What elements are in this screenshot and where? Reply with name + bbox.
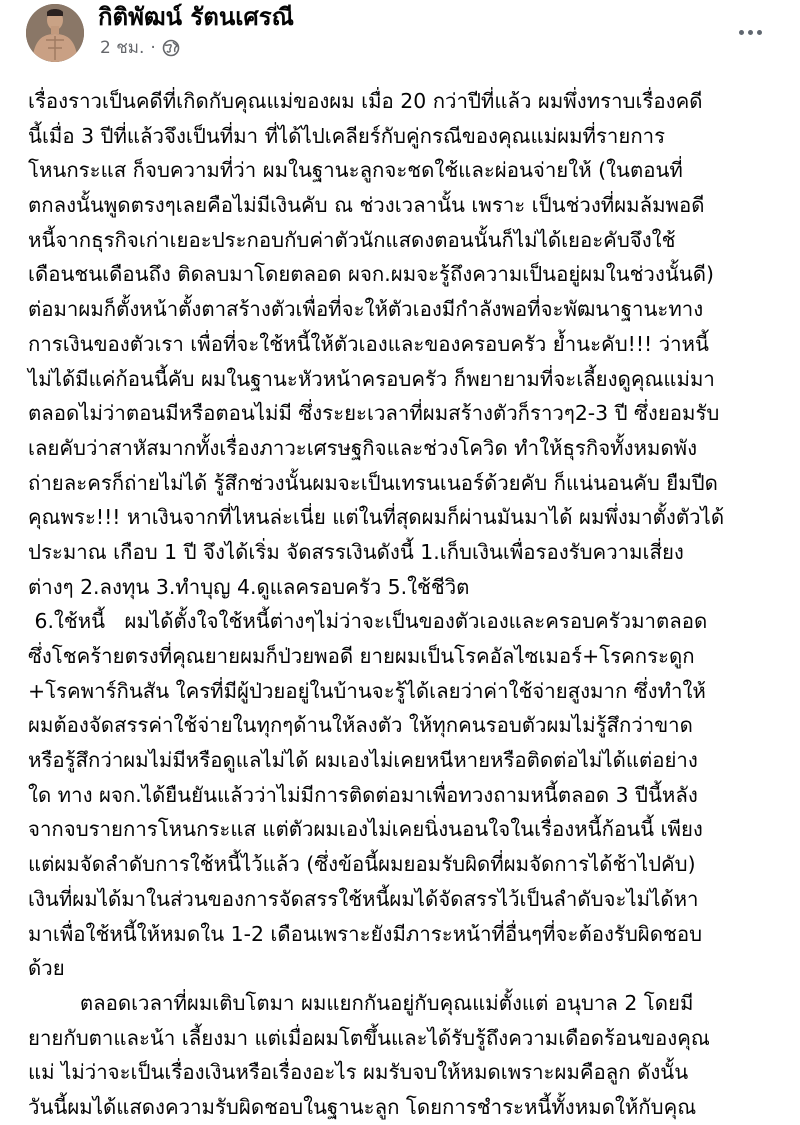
post-text-line: ตลอดไม่ว่าตอนมีหรือตอนไม่มี ซึ่งระยะเวลาที่ผมสร้างตัวก็ราวๆ2-3 ปี ซึ่งยอมรับ [28, 401, 720, 426]
post-text-line: ต่อมาผมก็ตั้งหน้าตั้งตาสร้างตัวเพื่อที่จะให้ตัวเองมีกำลังพอที่จะพัฒนาฐานะทาง [28, 297, 704, 322]
post-text-line: มาเพื่อใช้หนี้ให้หมดใน 1-2 เดือนเพราะยังมีภาระหน้าที่อื่นๆที่จะต้องรับผิดชอบ [28, 921, 703, 946]
post-text-line: เลยคับว่าสาหัสมากทั้งเรื่องภาวะเศรษฐกิจและช่วงโควิด ทำให้ธุรกิจทั้งหมดพัง [28, 435, 698, 460]
post-text-line: ถ่ายละครก็ถ่ายไม่ได้ รู้สึกช่วงนั้นผมจะเป็นเทรนเนอร์ด้วยคับ ก็แน่นอนคับ ยืมปีด [28, 470, 718, 495]
post-text-line: หรือรู้สึกว่าผมไม่มีหรือดูแลไม่ได้ ผมเองไม่เคยหนีหายหรือติดต่อไม่ได้แต่อย่าง [28, 748, 698, 773]
globe-icon[interactable] [162, 39, 180, 57]
post-text-line: การเงินของตัวเรา เพื่อที่จะใช้หนี้ให้ตัวเองและของครอบครัว ย้ำนะคับ!!! ว่าหนี้ [28, 331, 709, 356]
post-text-line: ต่างๆ 2.ลงทุน 3.ทำบุญ 4.ดูแลครอบครัว 5.ใช้ชีวิต [28, 574, 470, 599]
post-text-line: นี้เมื่อ 3 ปีที่แล้วจึงเป็นที่มา ที่ได้ไปเคลียร์กับคู่กรณีของคุณแม่ผมที่รายการ [28, 123, 666, 148]
post-text-line: จากจบรายการโหนกระแส แต่ตัวผมเองไม่เคยนิ่งนอนใจในเรื่องหนี้ก้อนนี้ เพียง [28, 817, 703, 842]
post-text-line: เรื่องราวเป็นคดีที่เกิดกับคุณแม่ของผม เมื่อ 20 กว่าปีที่แล้ว ผมพึ่งทราบเรื่องคดี [28, 89, 703, 113]
post-text-line: ใด ทาง ผจก.ได้ยืนยันแล้วว่าไม่มีการติดต่อมาเพื่อทวงถามหนี้ตลอด 3 ปีนี้หลัง [28, 782, 698, 807]
meta-separator: · [150, 38, 156, 58]
post-text-line: ไม่ได้มีแค่ก้อนนี้คับ ผมในฐานะหัวหน้าครอบครัว ก็พยายามที่จะเลี้ยงดูคุณแม่มา [28, 366, 715, 391]
post-text-line: คุณพระ!!! หาเงินจากที่ไหนล่ะเนี่ย แต่ในที่สุดผมก็ผ่านมันมาได้ ผมพึ่งมาตั้งตัวได้ [28, 505, 725, 530]
author-name[interactable]: กิติพัฒน์ รัตนเศรณี [98, 3, 294, 31]
post-text-line: วันนี้ผมได้แสดงความรับผิดชอบในฐานะลูก โดยการชำระหนี้ทั้งหมดให้กับคุณ [28, 1094, 697, 1119]
post-text-line: ตกลงนั้นพูดตรงๆเลยคือไม่มีเงินคับ ณ ช่วงเวลานั้น เพราะ เป็นช่วงที่ผมล้มพอดี [28, 193, 705, 218]
post-meta [100, 36, 180, 60]
post-text-line: โหนกระแส ก็จบความที่ว่า ผมในฐานะลูกจะชดใช้และผ่อนจ่ายให้ (ในตอนที่ [28, 158, 683, 183]
post-text [28, 84, 780, 1125]
post-text-line: ยายกับตาและน้า เลี้ยงมา แต่เมื่อผมโตขึ้นและได้รับรู้ถึงความเดือดร้อนของคุณ [28, 1025, 710, 1050]
post-text-line: ด้วย [28, 956, 65, 981]
avatar-photo [26, 4, 84, 62]
post-text-line: เดือนชนเดือนถึง ติดลบมาโดยตลอด ผจก.ผมจะรู้ถึงความเป็นอยู่ผมในช่วงนั้นดี) [28, 262, 714, 287]
post-text-line: ซึ่งโชคร้ายตรงที่คุณยายผมก็ป่วยพอดี ยายผมเป็นโรคอัลไซเมอร์+โรคกระดูก [28, 644, 695, 668]
post-text-line: เงินที่ผมได้มาในส่วนของการจัดสรรใช้หนี้ผมได้จัดสรรไว้เป็นลำดับจะไม่ได้หา [28, 886, 699, 911]
post-text-line: ตลอดเวลาที่ผมเติบโตมา ผมแยกกันอยู่กับคุณแม่ตั้งแต่ อนุบาล 2 โดยมี [28, 990, 694, 1015]
author-avatar[interactable] [26, 4, 84, 62]
post-text-line: แม่ ไม่ว่าจะเป็นเรื่องเงินหรือเรื่องอะไร ผมรับจบให้หมดเพราะผมคือลูก ดังนั้น [28, 1060, 689, 1085]
more-dots-icon[interactable] [730, 20, 770, 44]
post-text-line: ประมาณ เกือบ 1 ปี จึงได้เริ่ม จัดสรรเงินดังนี้ 1.เก็บเงินเพื่อรองรับความเสี่ยง [28, 539, 684, 564]
post-text-line: หนี้จากธุรกิจเก่าเยอะประกอบกับค่าตัวนักแสดงตอนนั้นก็ไม่ได้เยอะคับจึงใช้ [28, 227, 676, 252]
post-time[interactable]: 2 ชม. [100, 38, 145, 58]
post-text-line: 6.ใช้หนี้ ผมได้ตั้งใจใช้หนี้ต่างๆไม่ว่าจะเป็นของตัวเองและครอบครัวมาตลอด [28, 609, 708, 634]
post-text-line: แต่ผมจัดลำดับการใช้หนี้ไว้แล้ว (ซึ่งข้อนี้ผมยอมรับผิดที่ผมจัดการได้ช้าไปคับ) [28, 852, 696, 877]
post-text-line: ผมต้องจัดสรรค่าใช้จ่ายในทุกๆด้านให้ลงตัว ให้ทุกคนรอบตัวผมไม่รู้สึกว่าขาด [28, 713, 693, 738]
post-header [0, 0, 800, 64]
post-text-line: +โรคพาร์กินสัน ใครที่มีผู้ป่วยอยู่ในบ้านจะรู้ได้เลยว่าค่าใช้จ่ายสูงมาก ซึ่งทำให้ [28, 678, 706, 703]
